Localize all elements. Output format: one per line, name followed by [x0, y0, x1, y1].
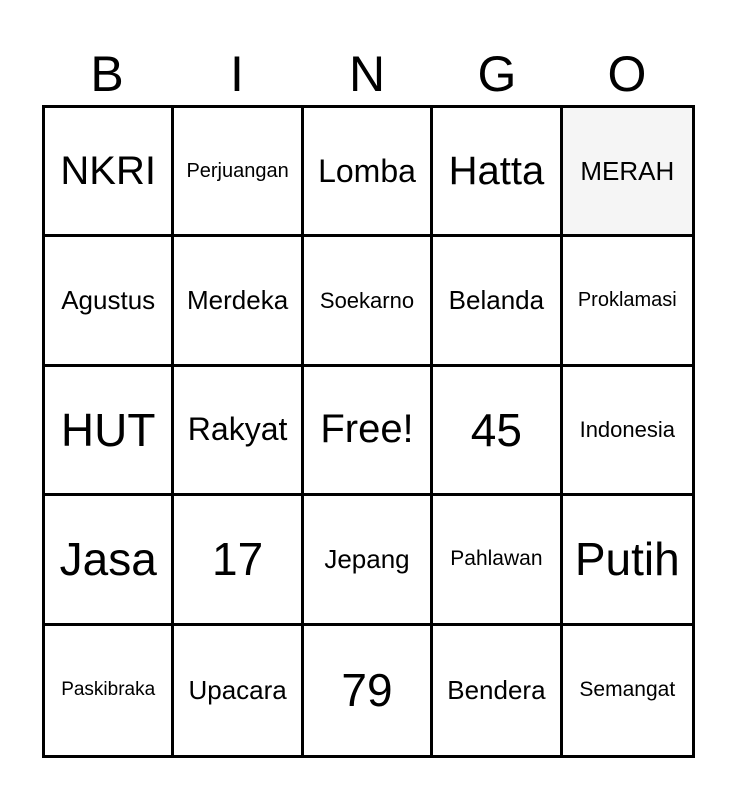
bingo-cell[interactable]: Merdeka [174, 237, 303, 366]
bingo-cell[interactable]: Putih [563, 496, 692, 625]
bingo-cell[interactable]: Lomba [304, 108, 433, 237]
bingo-cell[interactable]: Semangat [579, 678, 676, 702]
bingo-cell[interactable]: Agustus [45, 237, 174, 366]
bingo-cell[interactable]: Belanda [433, 237, 562, 366]
bingo-cell[interactable]: Bendera [433, 626, 562, 755]
bingo-cell[interactable]: Upacara [174, 626, 303, 755]
bingo-cell[interactable]: Pahlawan [433, 496, 562, 625]
bingo-header [42, 44, 692, 104]
header-letter-g: G [477, 46, 517, 102]
bingo-cell[interactable]: 79 [304, 626, 433, 755]
header-letter-n: N [348, 46, 386, 102]
header-letter-o: O [607, 46, 647, 102]
bingo-cell[interactable]: Jasa [45, 496, 174, 625]
free-space-cell[interactable]: Free! [304, 367, 433, 496]
bingo-cell[interactable]: 17 [174, 496, 303, 625]
bingo-board [42, 105, 695, 758]
bingo-cell[interactable]: Rakyat [174, 367, 303, 496]
bingo-cell[interactable]: Indonesia [563, 367, 692, 496]
bingo-cell[interactable]: Perjuangan [174, 108, 303, 237]
bingo-cell[interactable]: MERAH [563, 108, 692, 237]
bingo-cell[interactable]: Soekarno [304, 237, 433, 366]
bingo-cell[interactable]: 45 [433, 367, 562, 496]
header-letter-i: I [230, 46, 244, 102]
header-letter-b: B [90, 46, 124, 102]
bingo-cell[interactable]: Jepang [304, 496, 433, 625]
bingo-cell[interactable]: Proklamasi [563, 237, 692, 366]
bingo-cell[interactable]: Paskibraka [45, 626, 174, 755]
bingo-cell[interactable]: NKRI [45, 108, 174, 237]
bingo-cell[interactable]: Hatta [433, 108, 562, 237]
bingo-cell[interactable]: HUT [45, 367, 174, 496]
